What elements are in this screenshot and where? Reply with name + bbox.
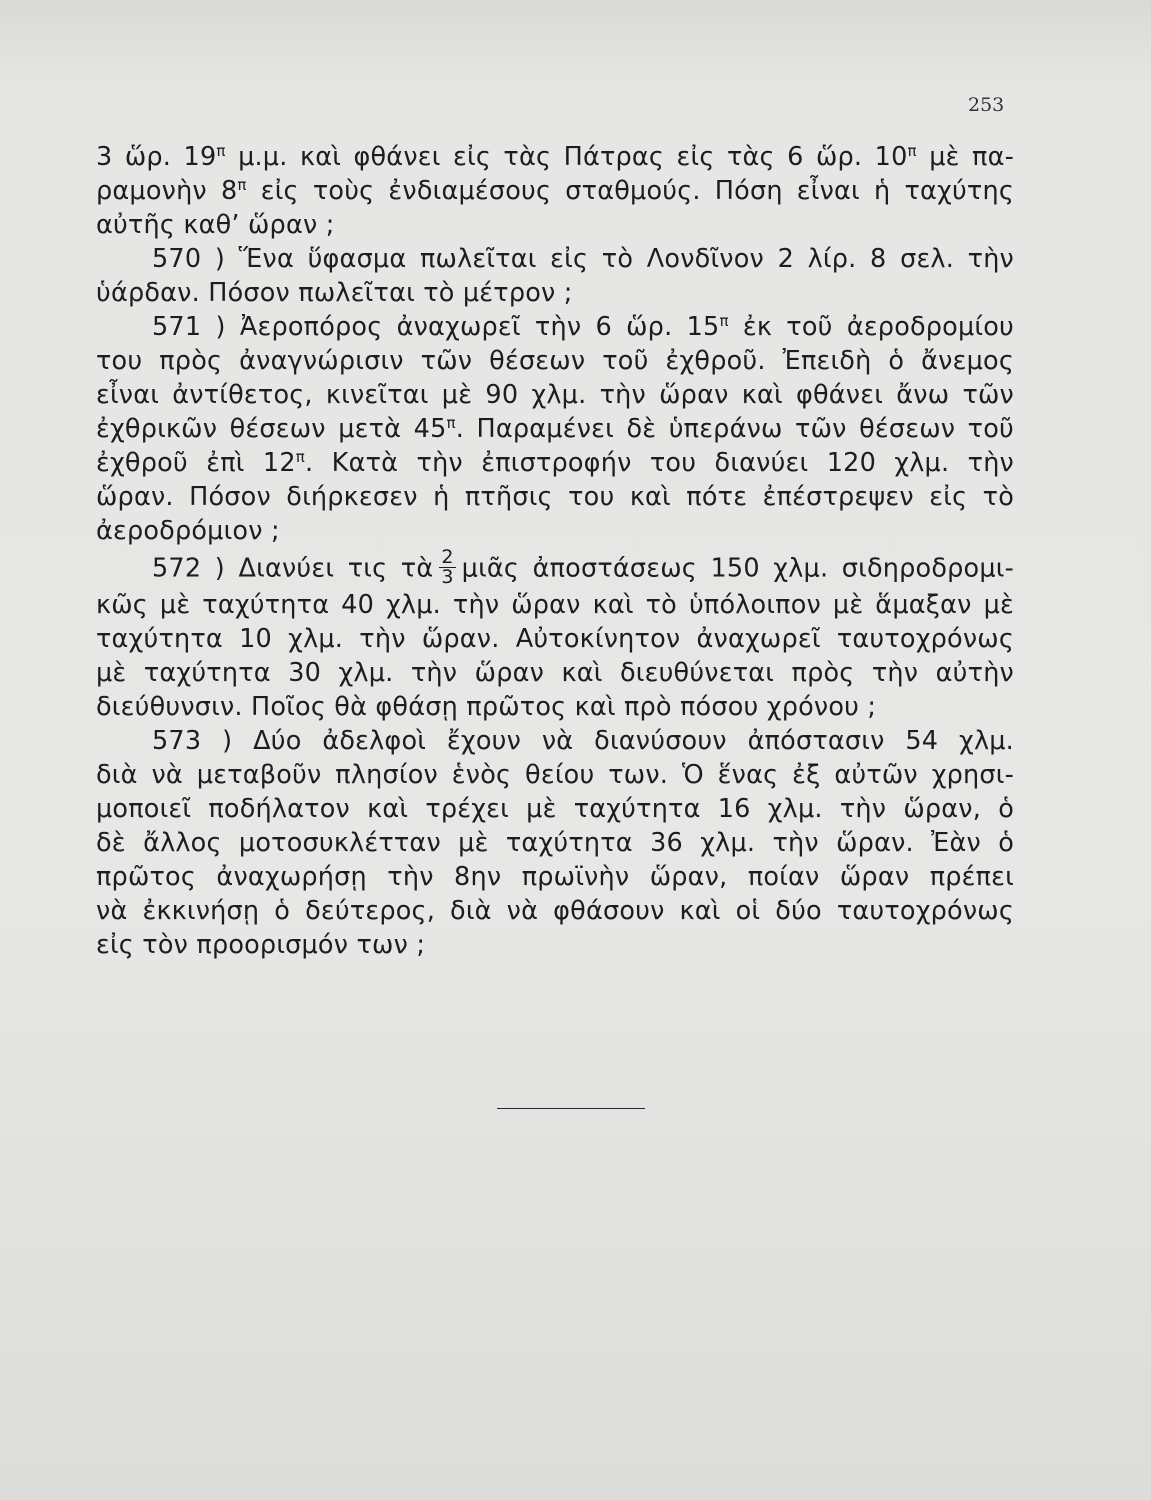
text-line: μοποιεῖ ποδήλατον καὶ τρέχει μὲ ταχύτητα 16 χλμ. τὴν ὥραν, ὁ	[96, 794, 1014, 824]
text-run: 572 ) Διανύει τις τὰ	[152, 553, 434, 584]
text-run: εἰς τοὺς ἐνδιαμέσους σταθμούς. Πόση εἶναι ἡ ταχύτης	[246, 176, 1014, 206]
text-line: δὲ ἄλλος μοτοσυκλέτταν μὲ ταχύτητα 36 χλμ. τὴν ὥραν. Ἐὰν ὁ	[96, 828, 1014, 858]
text-line: του πρὸς ἀναγνώρισιν τῶν θέσεων τοῦ ἐχθροῦ. Ἐπειδὴ ὁ ἄνεμος	[96, 346, 1014, 376]
text-line: μὲ ταχύτητα 30 χλμ. τὴν ὥραν καὶ διευθύνεται πρὸς τὴν αὐτὴν	[96, 658, 1014, 688]
text-run: μ.μ. καὶ φθάνει εἰς τὰς Πάτρας εἰς τὰς 6 ὥρ. 10	[225, 142, 908, 172]
text-run: ραμονὴν 8	[96, 176, 238, 206]
text-line: νὰ ἐκκινήσῃ ὁ δεύτερος, διὰ νὰ φθάσουν καὶ οἱ δύο ταυτοχρόνως	[96, 896, 1014, 926]
problem-572-line	[96, 548, 1014, 588]
fraction	[439, 548, 455, 587]
problem-573-line: 573 ) Δύο ἀδελφοὶ ἔχουν νὰ διανύσουν ἀπόστασιν 54 χλμ.	[152, 726, 1014, 756]
superscript: π	[446, 414, 456, 432]
text-line: διὰ νὰ μεταβοῦν πλησίον ἑνὸς θείου των. Ὁ ἕνας ἐξ αὐτῶν χρησι-	[96, 760, 1014, 790]
text-line: ταχύτητα 10 χλμ. τὴν ὥραν. Αὐτοκίνητον ἀναχωρεῖ ταυτοχρόνως	[96, 624, 1014, 654]
problem-571-line	[96, 310, 1014, 344]
superscript: π	[237, 176, 247, 194]
text-line: ὑάρδαν. Πόσον πωλεῖται τὸ μέτρον ;	[96, 278, 573, 308]
text-line	[96, 174, 1014, 208]
text-run: ἐκ τοῦ ἀεροδρομίου	[728, 312, 1014, 342]
text-run: ἐχθρικῶν θέσεων μετὰ 45	[96, 414, 447, 444]
text-line: εἶναι ἀντίθετος, κινεῖται μὲ 90 χλμ. τὴν ὥραν καὶ φθάνει ἄνω τῶν	[96, 380, 1014, 410]
text-line: ἀεροδρόμιον ;	[96, 516, 280, 546]
superscript: π	[216, 142, 226, 160]
text-line	[96, 412, 1014, 446]
text-run: 571 ) Ἀεροπόρος ἀναχωρεῖ τὴν 6 ὥρ. 15	[152, 312, 720, 342]
text-line	[96, 446, 1014, 480]
text-line: κῶς μὲ ταχύτητα 40 χλμ. τὴν ὥραν καὶ τὸ ὑπόλοιπον μὲ ἅμαξαν μὲ	[96, 590, 1014, 620]
text-run: 3 ὥρ. 19	[96, 142, 217, 172]
page-body	[96, 140, 1014, 962]
text-line: εἰς τὸν προορισμόν των ;	[96, 930, 426, 960]
page-number: 253	[968, 94, 1005, 116]
fraction-denominator: 3	[441, 566, 454, 588]
text-line: αὐτῆς καθ’ ὥραν ;	[96, 210, 335, 240]
problem-570-line: 570 ) Ἕνα ὕφασμα πωλεῖται εἰς τὸ Λονδῖνον 2 λίρ. 8 σελ. τὴν	[152, 244, 1014, 274]
superscript: π	[719, 312, 729, 330]
superscript: π	[295, 448, 306, 466]
text-run: ἐχθροῦ ἐπὶ 12	[96, 448, 296, 478]
text-run: μιᾶς ἀποστάσεως 150 χλμ. σιδηροδρομι-	[461, 553, 1014, 584]
superscript: π	[907, 142, 917, 160]
section-divider	[497, 1108, 645, 1109]
text-run: . Παραμένει δὲ ὑπεράνω τῶν θέσεων τοῦ	[455, 414, 1014, 444]
text-line: πρῶτος ἀναχωρήσῃ τὴν 8ην πρωϊνὴν ὥραν, ποίαν ὥραν πρέπει	[96, 862, 1014, 892]
text-run: . Κατὰ τὴν ἐπιστροφήν του διανύει 120 χλμ. τὴν	[305, 448, 1014, 478]
text-line	[96, 140, 1014, 174]
text-line: ὥραν. Πόσον διήρκεσεν ἡ πτῆσις του καὶ πότε ἐπέστρεψεν εἰς τὸ	[96, 482, 1014, 512]
text-run: μὲ πα-	[916, 142, 1014, 172]
fraction-numerator: 2	[441, 546, 454, 568]
text-line: διεύθυνσιν. Ποῖος θὰ φθάσῃ πρῶτος καὶ πρὸ πόσου χρόνου ;	[96, 692, 877, 722]
